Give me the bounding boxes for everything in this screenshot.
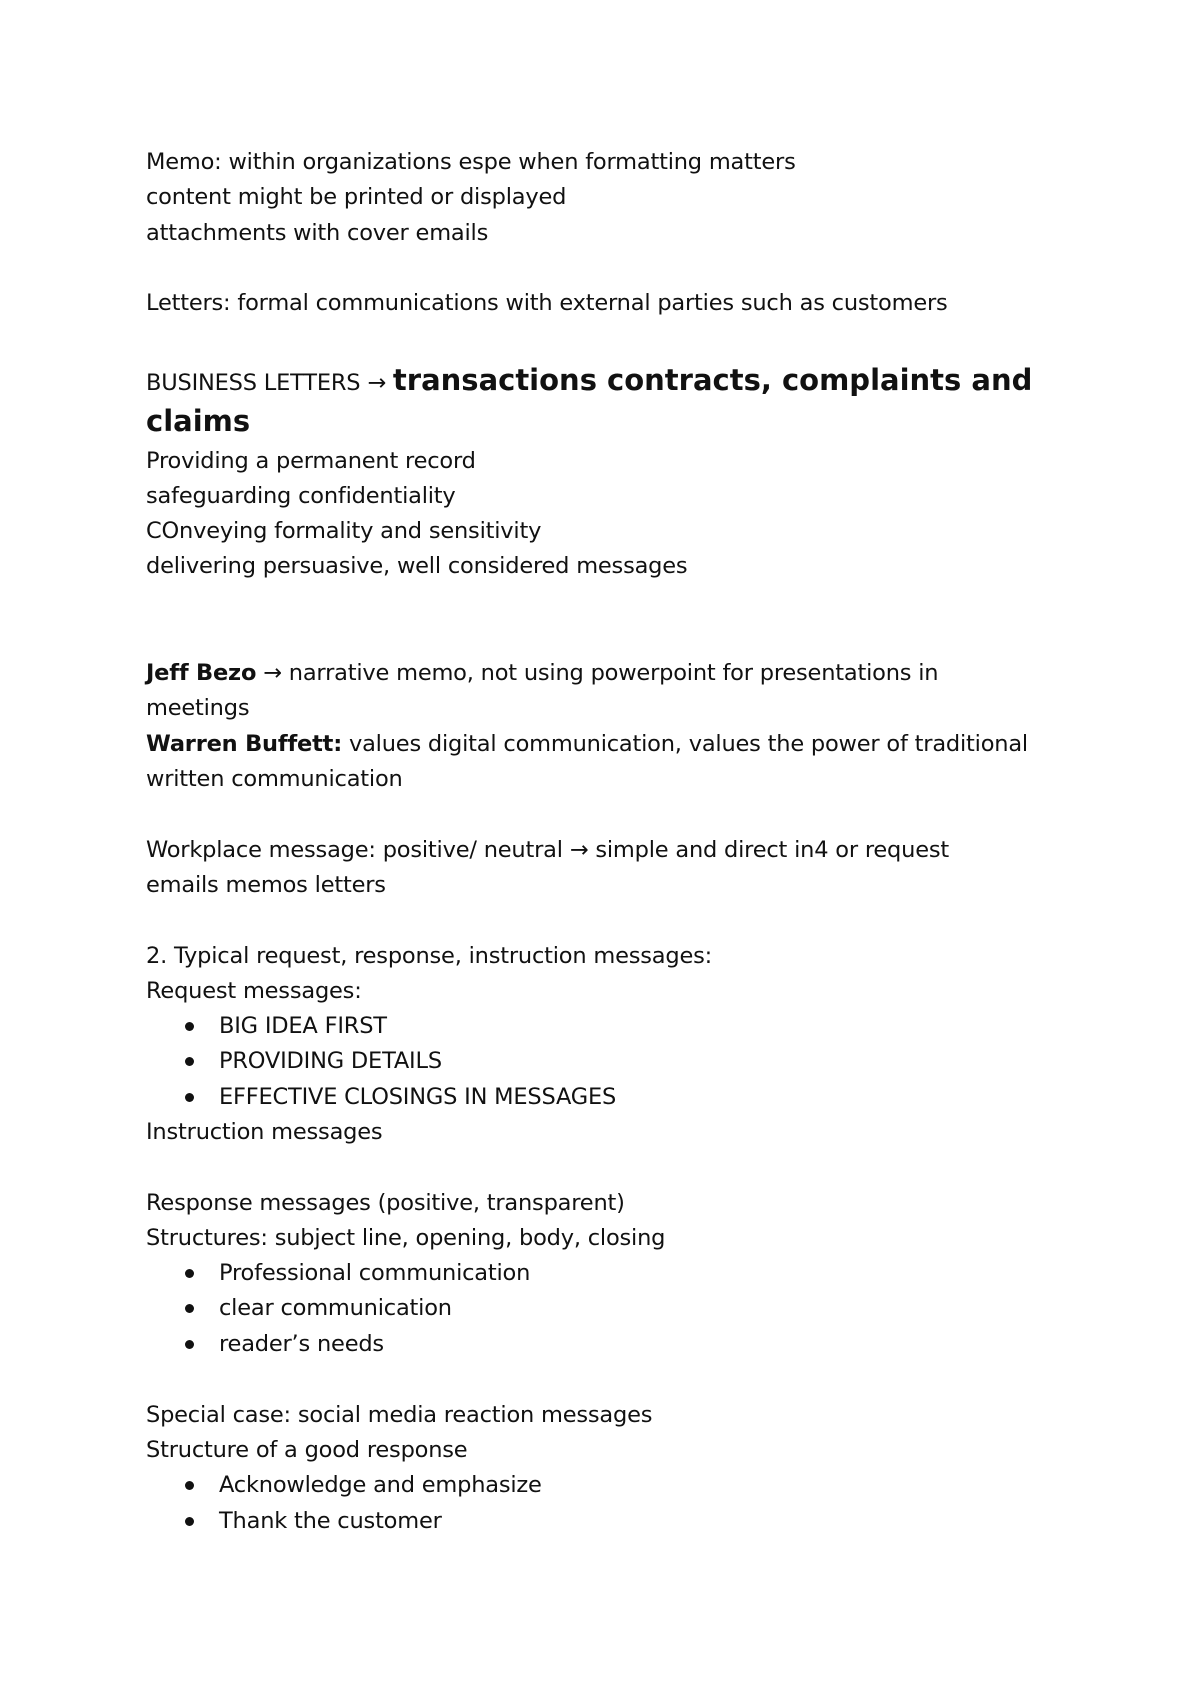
- memo-line-1: Memo: within organizations espe when formatting matters: [146, 149, 796, 175]
- bezos-text: → narrative memo, not using powerpoint for presentations in: [256, 660, 939, 686]
- response-label: Response messages (positive, transparent): [146, 1190, 625, 1216]
- bullet-icon: [185, 1517, 194, 1526]
- bullet-icon: [185, 1304, 194, 1313]
- buffett-line-2: written communication: [146, 766, 403, 792]
- bullet-icon: [185, 1340, 194, 1349]
- workplace-line-2: emails memos letters: [146, 872, 386, 898]
- bezos-name: Jeff Bezo: [146, 660, 257, 686]
- business-item-3: COnveying formality and sensitivity: [146, 518, 542, 544]
- business-letters-heading: [146, 365, 1032, 398]
- business-item-4: delivering persuasive, well considered messages: [146, 553, 688, 579]
- instruction-label: Instruction messages: [146, 1119, 383, 1145]
- request-label: Request messages:: [146, 978, 362, 1004]
- letters-line: Letters: formal communications with external parties such as customers: [146, 290, 948, 316]
- buffett-text: values digital communication, values the power of traditional: [342, 731, 1028, 757]
- request-item-2: PROVIDING DETAILS: [219, 1048, 442, 1074]
- bezos-line-1: [146, 658, 938, 688]
- request-item-1: BIG IDEA FIRST: [219, 1013, 387, 1039]
- memo-line-2: content might be printed or displayed: [146, 184, 567, 210]
- special-label: Special case: social media reaction messages: [146, 1402, 653, 1428]
- buffett-name: Warren Buffett:: [146, 731, 343, 757]
- business-letters-prefix: BUSINESS LETTERS →: [146, 370, 393, 396]
- special-structure: Structure of a good response: [146, 1437, 468, 1463]
- business-letters-emphasis-2: claims: [146, 404, 251, 438]
- bullet-icon: [185, 1057, 194, 1066]
- special-item-2: Thank the customer: [219, 1508, 442, 1534]
- bullet-icon: [185, 1022, 194, 1031]
- bullet-icon: [185, 1093, 194, 1102]
- buffett-line-1: [146, 729, 1028, 759]
- bullet-icon: [185, 1269, 194, 1278]
- response-item-3: reader’s needs: [219, 1331, 384, 1357]
- response-item-2: clear communication: [219, 1295, 452, 1321]
- business-item-2: safeguarding confidentiality: [146, 483, 456, 509]
- response-item-1: Professional communication: [219, 1260, 531, 1286]
- request-item-3: EFFECTIVE CLOSINGS IN MESSAGES: [219, 1084, 617, 1110]
- business-item-1: Providing a permanent record: [146, 448, 476, 474]
- memo-line-3: attachments with cover emails: [146, 220, 489, 246]
- bezos-line-2: meetings: [146, 695, 250, 721]
- response-structures: Structures: subject line, opening, body, closing: [146, 1225, 666, 1251]
- special-item-1: Acknowledge and emphasize: [219, 1472, 542, 1498]
- typical-heading: 2. Typical request, response, instruction messages:: [146, 943, 713, 969]
- business-letters-emphasis: transactions contracts, complaints and: [392, 363, 1033, 397]
- bullet-icon: [185, 1481, 194, 1490]
- workplace-line-1: Workplace message: positive/ neutral → simple and direct in4 or request: [146, 837, 949, 863]
